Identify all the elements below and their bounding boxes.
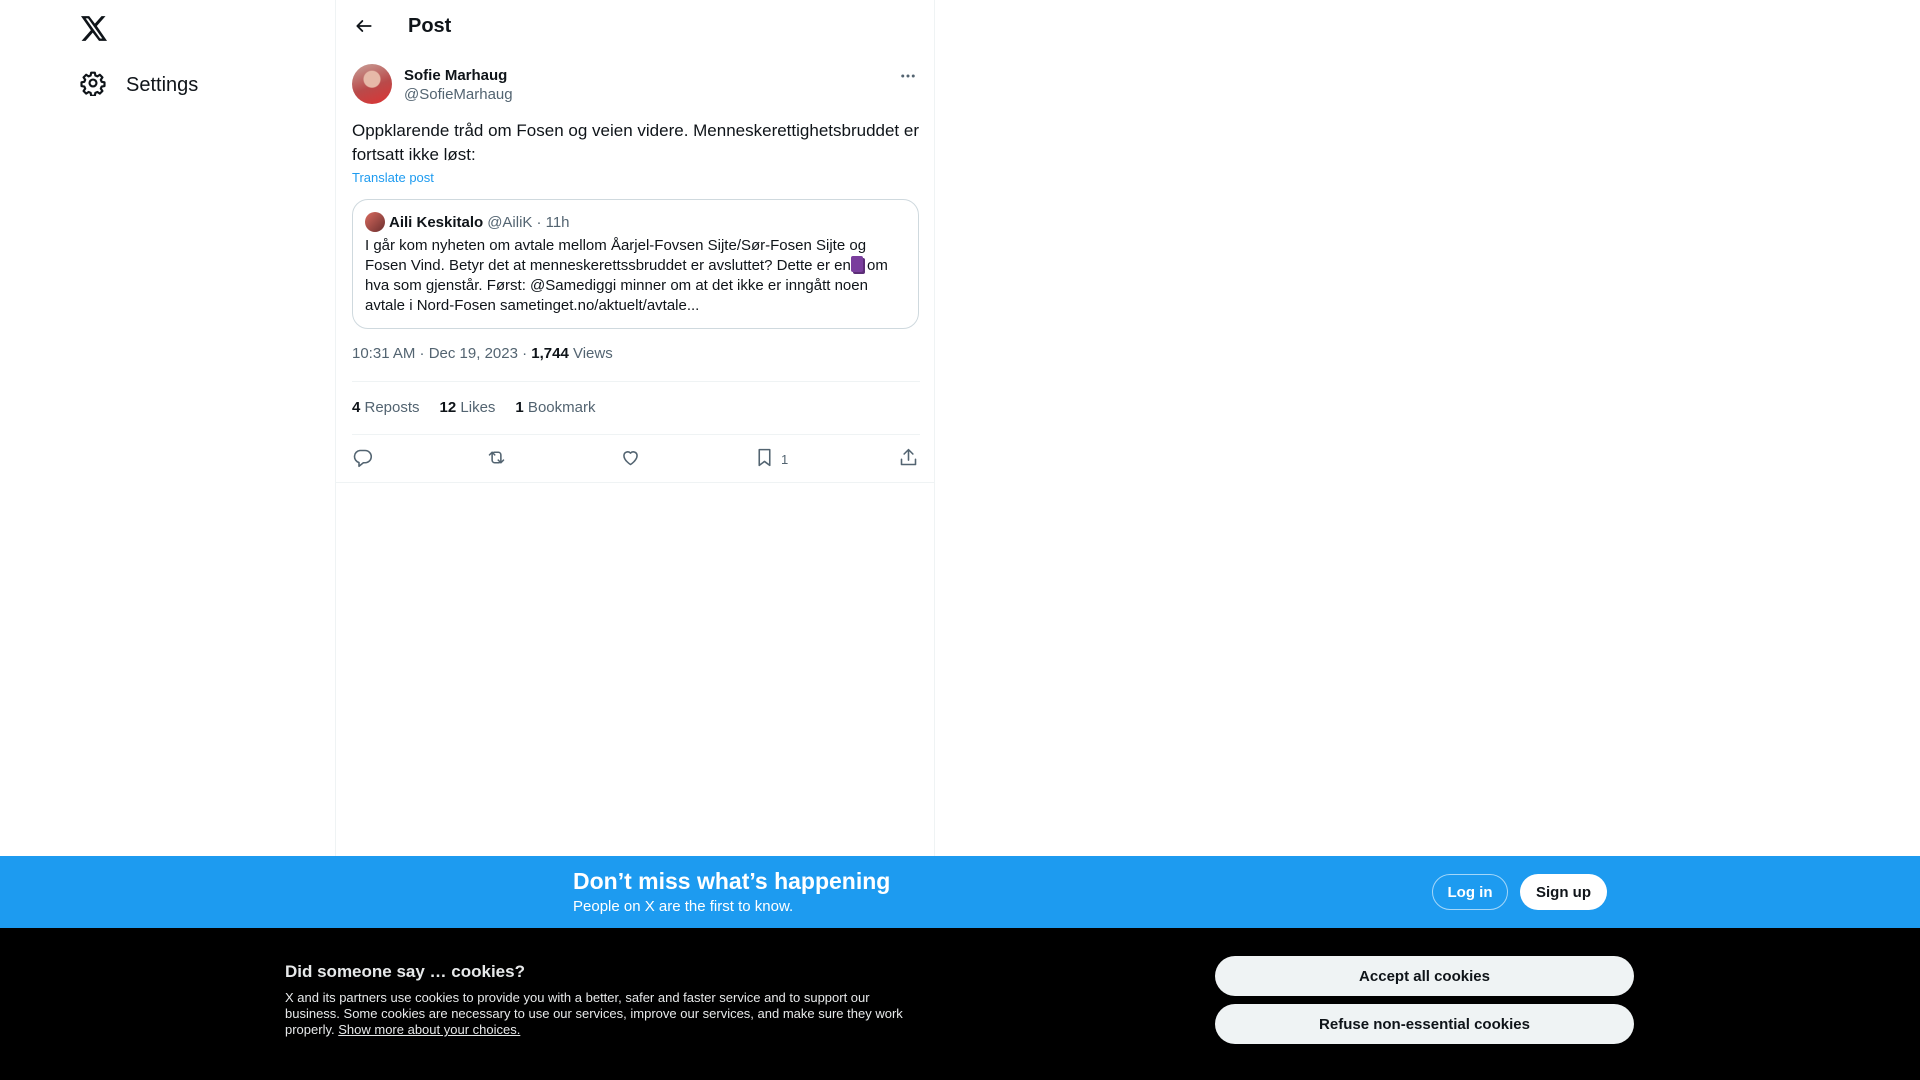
views-count: 1,744 bbox=[531, 345, 569, 362]
quoted-text-part-1: I går kom nyheten om avtale mellom Åarjel-Fovsen Sijte/Sør-Fosen Sijte og Fosen Vind. Betyr det at menneskerettssbruddet er avsluttet? Dette er en bbox=[365, 237, 867, 274]
author-name[interactable]: Sofie Marhaug bbox=[404, 67, 508, 84]
quoted-author-handle: @AiliK bbox=[487, 213, 533, 231]
back-arrow-icon[interactable] bbox=[352, 14, 376, 38]
likes-stat[interactable] bbox=[440, 399, 496, 416]
cookie-banner bbox=[0, 928, 1920, 1080]
repost-icon bbox=[486, 447, 507, 471]
bookmark-button[interactable] bbox=[754, 447, 794, 471]
nav-item-settings[interactable] bbox=[80, 70, 198, 101]
quoted-post-text bbox=[365, 236, 910, 316]
repost-button[interactable] bbox=[486, 447, 516, 471]
banner-subtitle: People on X are the first to know. bbox=[573, 898, 794, 915]
cookie-body: X and its partners use cookies to provide you with a better, safer and faster service and to support our business. Some cookies are necessary to use our services, improve our services, and make sure they work properly. bbox=[285, 990, 903, 1037]
quoted-post-header bbox=[365, 212, 570, 232]
likes-label: Likes bbox=[456, 399, 496, 416]
bookmarks-stat[interactable] bbox=[515, 399, 595, 416]
login-button[interactable]: Log in bbox=[1432, 874, 1508, 910]
post-author bbox=[352, 64, 513, 104]
post-header bbox=[336, 0, 936, 53]
cookie-title: Did someone say … cookies? bbox=[285, 962, 525, 981]
post-actions bbox=[352, 445, 920, 473]
gear-icon bbox=[80, 70, 106, 101]
views-label: Views bbox=[568, 345, 613, 362]
like-button[interactable] bbox=[620, 447, 650, 471]
share-icon bbox=[898, 447, 919, 471]
banner-title: Don’t miss what’s happening bbox=[573, 868, 891, 894]
quoted-text-part-2: om hva som gjenstår. Først: @Samediggi minner om at det ikke er inngått noen avtale i Nord-Fosen sametinget.no/aktuelt/avtale... bbox=[365, 257, 888, 314]
quoted-author-name: Aili Keskitalo bbox=[389, 213, 484, 231]
quoted-post[interactable] bbox=[352, 199, 919, 329]
bookmark-count: 1 bbox=[781, 451, 789, 467]
more-icon[interactable] bbox=[898, 66, 918, 86]
door-emoji-icon bbox=[851, 256, 863, 272]
quoted-post-time: · 11h bbox=[536, 213, 570, 231]
like-icon bbox=[620, 447, 641, 471]
post-text: Oppklarende tråd om Fosen og veien videre. Menneskerettighetsbruddet er fortsatt ikke løst: bbox=[352, 121, 919, 164]
bookmarks-count: 1 bbox=[515, 399, 524, 416]
accept-cookies-button[interactable]: Accept all cookies bbox=[1215, 956, 1634, 996]
quoted-author-avatar bbox=[365, 212, 385, 232]
author-avatar[interactable] bbox=[352, 64, 392, 104]
divider bbox=[335, 482, 935, 483]
bookmarks-label: Bookmark bbox=[523, 399, 596, 416]
bookmark-icon bbox=[754, 447, 775, 471]
refuse-cookies-button[interactable]: Refuse non-essential cookies bbox=[1215, 1004, 1634, 1044]
author-handle[interactable]: @SofieMarhaug bbox=[404, 86, 513, 103]
share-button[interactable] bbox=[898, 447, 920, 471]
likes-count: 12 bbox=[439, 399, 457, 416]
post-meta bbox=[352, 345, 613, 362]
post-stats bbox=[352, 399, 595, 416]
cookie-more-link[interactable]: Show more about your choices. bbox=[338, 1022, 521, 1037]
login-banner bbox=[0, 856, 1920, 928]
reposts-label: Reposts bbox=[360, 399, 420, 416]
signup-button[interactable]: Sign up bbox=[1520, 874, 1607, 910]
reply-button[interactable] bbox=[352, 447, 382, 471]
nav-settings-label: Settings bbox=[126, 74, 199, 96]
reposts-count: 4 bbox=[352, 399, 361, 416]
cookie-text bbox=[285, 990, 915, 1038]
page-title: Post bbox=[408, 15, 452, 37]
x-logo-icon[interactable] bbox=[80, 14, 108, 42]
translate-post-link[interactable]: Translate post bbox=[352, 170, 434, 185]
reply-icon bbox=[352, 447, 373, 471]
divider bbox=[352, 381, 920, 382]
reposts-stat[interactable] bbox=[352, 399, 420, 416]
post-timestamp[interactable]: 10:31 AM · Dec 19, 2023 · bbox=[352, 345, 532, 362]
divider bbox=[352, 434, 920, 435]
